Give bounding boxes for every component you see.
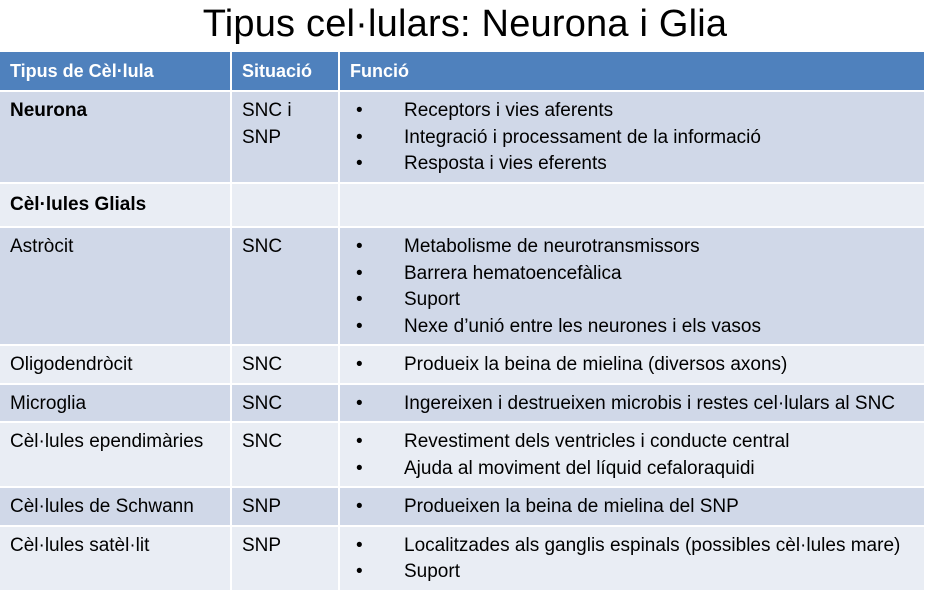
function-list xyxy=(350,352,914,379)
bullet: • xyxy=(356,392,363,414)
bullet: • xyxy=(356,100,363,121)
function-list xyxy=(350,494,914,521)
function-text: Localitzades als ganglis espinals (possibles cèl·lules mare) xyxy=(404,534,901,556)
function-item xyxy=(350,314,914,341)
header-cell-type: Tipus de Cèl·lula xyxy=(0,52,231,91)
function-text: Metabolisme de neurotransmissors xyxy=(404,236,700,257)
bullet: • xyxy=(356,289,363,310)
cell-location: SNC xyxy=(231,227,339,345)
cell-type: Astròcit xyxy=(0,227,231,345)
cell-location: SNP xyxy=(231,526,339,591)
bullet: • xyxy=(356,431,363,452)
cell-type: Microglia xyxy=(0,384,231,423)
cell-functions xyxy=(339,422,925,487)
function-text: Nexe d’unió entre les neurones i els vasos xyxy=(404,315,761,337)
function-text: Integració i processament de la informació xyxy=(404,126,761,148)
function-item xyxy=(350,352,914,379)
bullet: • xyxy=(356,236,363,257)
function-item xyxy=(350,125,914,152)
function-list xyxy=(350,533,914,586)
function-text: Resposta i vies eferents xyxy=(404,153,607,174)
table-row-glial-group xyxy=(0,183,925,228)
cell-type: Cèl·lules satèl·lit xyxy=(0,526,231,591)
table-row-microglia xyxy=(0,384,925,423)
cell-location: SNP xyxy=(231,487,339,526)
function-list xyxy=(350,391,914,418)
cell-type: Cèl·lules de Schwann xyxy=(0,487,231,526)
table-row-satellit xyxy=(0,526,925,591)
function-text: Produeixen la beina de mielina del SNP xyxy=(404,496,739,517)
function-item xyxy=(350,391,914,418)
bullet: • xyxy=(356,496,363,517)
function-item xyxy=(350,261,914,288)
table-header-row xyxy=(0,52,925,91)
function-item xyxy=(350,98,914,125)
bullet: • xyxy=(356,262,363,284)
table-row-astrocit xyxy=(0,227,925,345)
function-item xyxy=(350,494,914,521)
function-item xyxy=(350,151,914,178)
cell-functions xyxy=(339,183,925,228)
function-text: Produeix la beina de mielina (diversos axons) xyxy=(404,354,788,375)
bullet: • xyxy=(356,354,363,375)
cell-type: Cèl·lules ependimàries xyxy=(0,422,231,487)
function-list xyxy=(350,429,914,482)
header-function: Funció xyxy=(339,52,925,91)
cell-location: SNC xyxy=(231,345,339,384)
cell-functions xyxy=(339,384,925,423)
slide-title: Tipus cel·lulars: Neurona i Glia xyxy=(202,3,728,45)
cell-functions xyxy=(339,487,925,526)
bullet: • xyxy=(356,561,363,582)
table-row-ependimaries xyxy=(0,422,925,487)
cell-functions xyxy=(339,227,925,345)
function-text: Receptors i vies aferents xyxy=(404,100,614,121)
table-row-schwann xyxy=(0,487,925,526)
cell-types-table xyxy=(0,52,926,592)
header-location: Situació xyxy=(231,52,339,91)
cell-functions xyxy=(339,345,925,384)
cell-location: SNC i SNP xyxy=(231,91,339,183)
bullet: • xyxy=(356,457,363,479)
table-row-neurona xyxy=(0,91,925,183)
function-item xyxy=(350,287,914,314)
bullet: • xyxy=(356,315,363,337)
function-text: Barrera hematoencefàlica xyxy=(404,262,622,284)
cell-type: Neurona xyxy=(0,91,231,183)
function-list xyxy=(350,98,914,178)
bullet: • xyxy=(356,153,363,174)
function-item xyxy=(350,533,914,560)
cell-functions xyxy=(339,526,925,591)
function-list xyxy=(350,234,914,340)
cell-location xyxy=(231,183,339,228)
bullet: • xyxy=(356,126,363,148)
function-item xyxy=(350,559,914,586)
table-row-oligodendrocit xyxy=(0,345,925,384)
function-item xyxy=(350,429,914,456)
cell-type: Oligodendròcit xyxy=(0,345,231,384)
cell-functions xyxy=(339,91,925,183)
function-text: Suport xyxy=(404,561,460,582)
group-label: Cèl·lules Glials xyxy=(0,183,231,228)
function-text: Revestiment dels ventricles i conducte central xyxy=(404,431,790,452)
function-text: Suport xyxy=(404,289,460,310)
function-text: Ajuda al moviment del líquid cefaloraquidi xyxy=(404,457,755,479)
function-text: Ingereixen i destrueixen microbis i restes cel·lulars al SNC xyxy=(404,392,896,414)
cell-location: SNC xyxy=(231,422,339,487)
function-item xyxy=(350,234,914,261)
cell-location: SNC xyxy=(231,384,339,423)
function-item xyxy=(350,456,914,483)
bullet: • xyxy=(356,534,363,556)
